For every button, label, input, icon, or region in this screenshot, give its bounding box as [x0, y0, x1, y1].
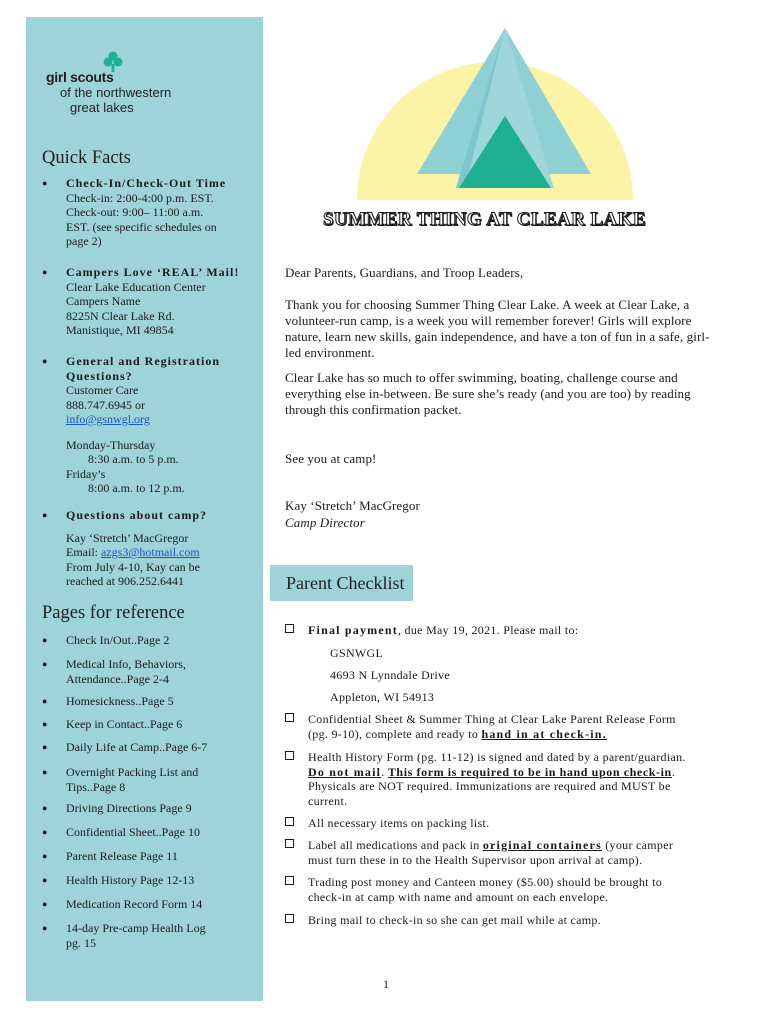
sidebar: girl scouts of the northwestern great lakes Quick Facts ● Check-In/Check-Out Time Check-in: 2:00-4:00 p.m. EST. Check-out: 9:00– 11:00 a.m. EST. (see specific schedules on page 2) ● Campers Love ‘REAL’ Mail! Clear Lake Education Center Campers Name 8225N Clear Lake Rd. Manistique, MI 49854 ● General and Registration Questions? Customer Care 888.747.6945 or info@gsnwgl.org Monday-Thursday 8:30 a.m. to 5 p.m. Friday’s 8:00 a.m. to 12 p.m. ● Questions about camp? Kay ‘Stretch’ MacGregor Email: azgs3@hotmail.com From July 4-10, Kay can be reached at 906.252.6441 Pages for reference ● Check In/Out..Page 2 ● Medical Info, Behaviors, Attendance..Page 2-4 ● Homesickness..Page 5 ● Keep in Contact..Page 6 ● Daily Life at Camp..Page 6-7 ● Overnight Packing List and Tips..Page 8 ● Driving Directions Page 9 ● Confidential Sheet..Page 10 ● Parent Release Page 11 ● Health History Page 12-13 ● Medication Record Form 14 ● 14-day Pre-camp Health Log pg. 15	[26, 17, 263, 1001]
bullet-icon: ●	[42, 659, 48, 669]
checkbox-icon[interactable]	[285, 839, 294, 848]
page-number: 1	[383, 977, 389, 991]
checkbox-icon[interactable]	[285, 876, 294, 885]
pages-reference-text: pg. 15	[66, 935, 96, 950]
pages-reference-text: Homesickness..Page 5	[66, 694, 174, 708]
pages-reference-text: Parent Release Page 11	[66, 849, 178, 863]
bullet-icon: ●	[42, 899, 48, 909]
pages-reference-text: Confidential Sheet..Page 10	[66, 825, 200, 839]
bullet-icon: ●	[42, 923, 48, 933]
bullet-icon: ●	[42, 178, 48, 188]
info-email-link[interactable]: info@gsnwgl.org	[66, 412, 150, 426]
checkbox-icon[interactable]	[285, 914, 294, 923]
director-email-link[interactable]: azgs3@hotmail.com	[101, 545, 200, 559]
pages-reference-text: Medication Record Form 14	[66, 897, 203, 911]
pages-reference-text: Attendance..Page 2-4	[66, 671, 169, 686]
checkbox-icon[interactable]	[285, 817, 294, 826]
bullet-icon: ●	[42, 742, 48, 752]
pages-reference-text: Daily Life at Camp..Page 6-7	[66, 740, 208, 754]
pages-reference-text: Medical Info, Behaviors,	[66, 657, 186, 671]
girl-scouts-logo	[46, 45, 206, 120]
pages-reference-text: Keep in Contact..Page 6	[66, 717, 183, 731]
checklist-heading: Parent Checklist	[286, 573, 405, 593]
bullet-icon: ●	[42, 267, 48, 277]
pages-reference-heading: Pages for reference	[42, 603, 185, 623]
letter-signer: Kay ‘Stretch’ MacGregor	[285, 498, 420, 513]
letter-greeting: Dear Parents, Guardians, and Troop Leaders,	[285, 265, 524, 280]
tent-sun-graphic	[355, 22, 635, 202]
bullet-icon: ●	[42, 719, 48, 729]
bullet-icon: ●	[42, 851, 48, 861]
checkbox-icon[interactable]	[285, 751, 294, 760]
checklist-banner	[270, 565, 413, 601]
logo-line-3: great lakes	[70, 100, 134, 115]
bullet-icon: ●	[42, 875, 48, 885]
mail-address-line-3: Appleton, WI 54913	[330, 690, 435, 704]
bullet-icon: ●	[42, 356, 48, 366]
bullet-icon: ●	[42, 803, 48, 813]
checkbox-icon[interactable]	[285, 624, 294, 633]
page-title: SUMMER THING AT CLEAR LAKE	[323, 209, 646, 230]
mail-address-line-1: GSNWGL	[330, 646, 384, 660]
bullet-icon: ●	[42, 767, 48, 777]
letter-signer-title: Camp Director	[285, 515, 365, 530]
quick-facts-heading: Quick Facts	[42, 148, 131, 168]
logo-line-2: of the northwestern	[60, 85, 172, 100]
mail-address-line-2: 4693 N Lynndale Drive	[330, 668, 450, 682]
pages-reference-text: Check In/Out..Page 2	[66, 633, 170, 647]
letter-paragraph-2: Clear Lake has so much to offer swimming, boating, challenge course and everything else in-between. Be sure she’s ready (and you are too) by reading through this confirmation packet.	[285, 370, 691, 417]
bullet-icon: ●	[42, 827, 48, 837]
letter-paragraph-1: Thank you for choosing Summer Thing Clear Lake. A week at Clear Lake, a volunteer-run camp, is a week you will remember forever! Girls will explore nature, learn new skills, gain independence, and have a ton of fun in a safe, girl-led environment.	[285, 297, 710, 360]
bullet-icon: ●	[42, 635, 48, 645]
pages-reference-text: Driving Directions Page 9	[66, 801, 192, 815]
bullet-icon: ●	[42, 696, 48, 706]
pages-reference-text: Tips..Page 8	[66, 779, 126, 794]
letter-closing: See you at camp!	[285, 451, 377, 466]
checkbox-icon[interactable]	[285, 713, 294, 722]
pages-reference-text: 14-day Pre-camp Health Log	[66, 921, 206, 935]
logo-line-1: girl scouts	[46, 69, 114, 85]
pages-reference-text: Overnight Packing List and	[66, 765, 199, 779]
bullet-icon: ●	[42, 510, 48, 520]
pages-reference-text: Health History Page 12-13	[66, 873, 195, 887]
